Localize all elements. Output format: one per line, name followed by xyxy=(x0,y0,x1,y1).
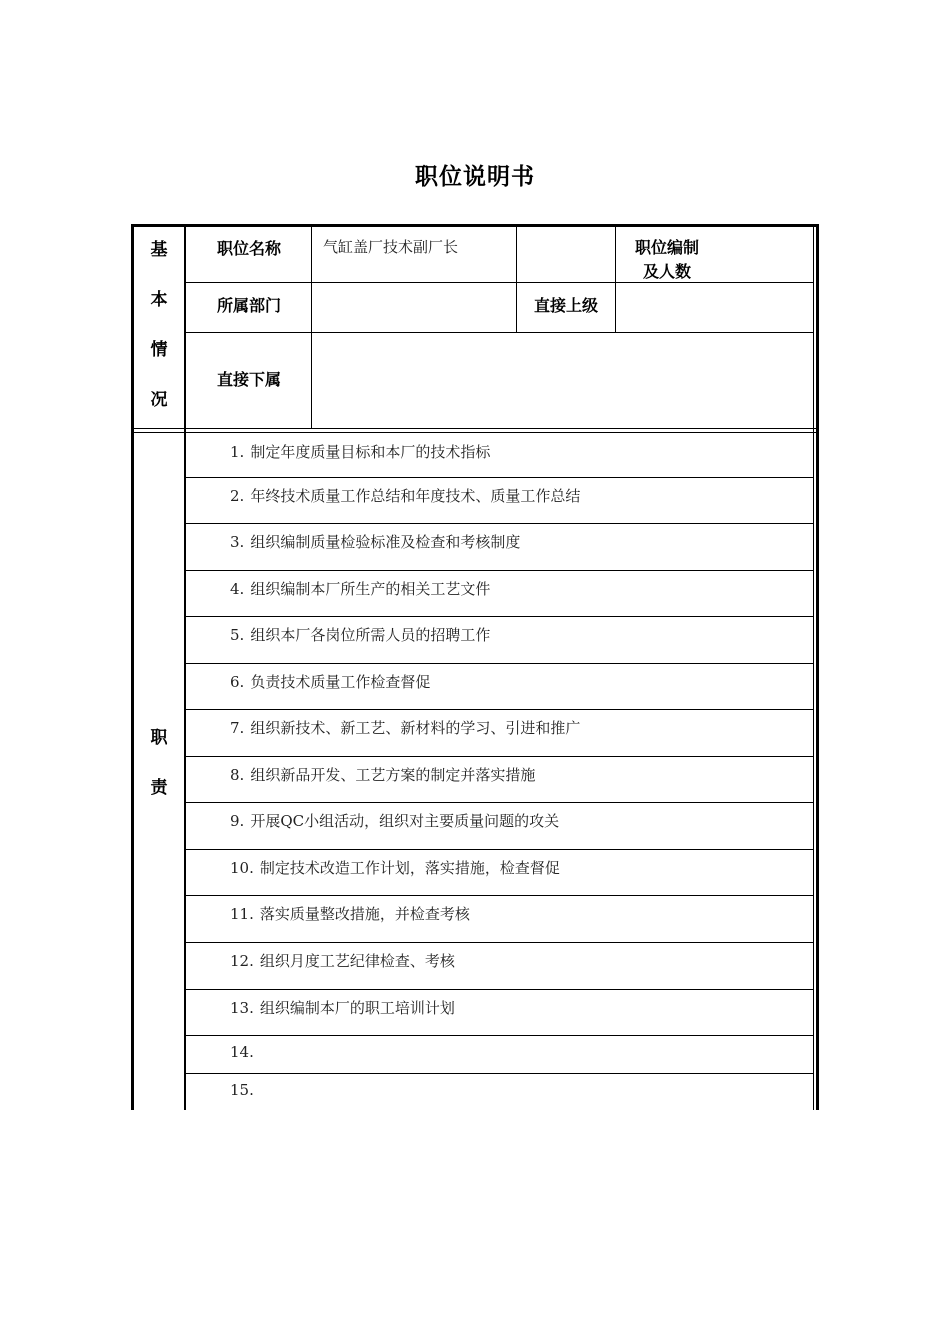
section-label-char: 职 xyxy=(150,728,168,748)
duty-number: 1. xyxy=(230,443,245,461)
duty-row-divider xyxy=(186,477,813,478)
duty-number: 12. xyxy=(230,952,254,970)
duty-number: 10. xyxy=(230,859,254,877)
position-name-value: 气缸盖厂技术副厂长 xyxy=(323,238,459,256)
duty-item xyxy=(230,441,490,462)
duty-number: 6. xyxy=(230,673,245,691)
duty-text: 组织编制本厂的职工培训计划 xyxy=(259,999,455,1017)
duty-item xyxy=(230,997,455,1018)
duty-text: 组织编制质量检验标准及检查和考核制度 xyxy=(250,533,521,551)
duty-row-divider xyxy=(186,756,813,757)
divider-section xyxy=(134,428,816,429)
duty-item xyxy=(230,578,490,599)
duty-text: 制定技术改造工作计划，落实措施，检查督促 xyxy=(259,859,560,877)
duty-row-divider xyxy=(186,709,813,710)
duty-number: 13. xyxy=(230,999,254,1017)
duty-item xyxy=(230,671,430,692)
duty-item xyxy=(230,717,580,738)
duty-row-divider xyxy=(186,663,813,664)
duty-number: 2. xyxy=(230,487,245,505)
subordinates-label: 直接下属 xyxy=(217,370,282,389)
duty-text: 组织新技术、新工艺、新材料的学习、引进和推广 xyxy=(250,719,581,737)
duty-item xyxy=(230,857,560,878)
duty-row-divider xyxy=(186,989,813,990)
duty-item xyxy=(230,903,470,924)
duty-number: 5. xyxy=(230,626,245,644)
duty-number: 14. xyxy=(230,1043,254,1061)
duty-row-divider xyxy=(186,616,813,617)
section-label-duties xyxy=(134,723,184,823)
duty-text: 负责技术质量工作检查督促 xyxy=(250,673,431,691)
duty-row-divider xyxy=(186,895,813,896)
duty-row-divider xyxy=(186,942,813,943)
headcount-label xyxy=(615,236,719,284)
page-title: 职位说明书 xyxy=(415,164,535,190)
section-label-char: 责 xyxy=(150,778,168,798)
duty-number: 7. xyxy=(230,719,245,737)
duty-text: 落实质量整改措施，并检查考核 xyxy=(259,905,470,923)
duty-text: 组织新品开发、工艺方案的制定并落实措施 xyxy=(250,766,536,784)
duty-text: 开展QC小组活动，组织对主要质量问题的攻关 xyxy=(250,812,560,830)
supervisor-label: 直接上级 xyxy=(534,296,599,315)
divider-vertical-mid xyxy=(516,227,517,332)
section-label-char: 情 xyxy=(150,340,168,360)
headcount-label-line2: 及人数 xyxy=(642,262,691,281)
duty-number: 15. xyxy=(230,1081,254,1099)
duty-text: 年终技术质量工作总结和年度技术、质量工作总结 xyxy=(250,487,581,505)
department-label: 所属部门 xyxy=(217,296,282,315)
section-label-basic xyxy=(134,235,184,435)
duty-item xyxy=(230,1043,260,1061)
duty-row-divider xyxy=(186,570,813,571)
duty-text: 组织编制本厂所生产的相关工艺文件 xyxy=(250,580,491,598)
divider-section-2 xyxy=(134,432,816,433)
duty-number: 3. xyxy=(230,533,245,551)
divider-vertical-left xyxy=(184,227,186,1110)
duty-row-divider xyxy=(186,1035,813,1036)
duty-text: 组织月度工艺纪律检查、考核 xyxy=(259,952,455,970)
headcount-label-line1: 职位编制 xyxy=(634,238,699,257)
duty-row-divider xyxy=(186,1073,813,1074)
divider-row-2 xyxy=(186,332,813,333)
position-name-label: 职位名称 xyxy=(217,239,282,258)
divider-vertical-label xyxy=(311,227,312,428)
section-label-char: 基 xyxy=(150,240,168,260)
duty-item xyxy=(230,950,455,971)
duty-item xyxy=(230,624,490,645)
section-label-char: 况 xyxy=(150,390,168,410)
duty-row-divider xyxy=(186,849,813,850)
divider-inner-right xyxy=(813,227,814,1110)
duty-number: 11. xyxy=(230,905,254,923)
duty-text: 组织本厂各岗位所需人员的招聘工作 xyxy=(250,626,491,644)
duty-item xyxy=(230,1081,260,1099)
duty-item xyxy=(230,531,520,552)
duty-item xyxy=(230,764,535,785)
duty-text: 制定年度质量目标和本厂的技术指标 xyxy=(250,443,491,461)
job-description-form xyxy=(131,224,819,1110)
duty-item xyxy=(230,485,580,506)
duty-number: 8. xyxy=(230,766,245,784)
duty-row-divider xyxy=(186,523,813,524)
section-label-char: 本 xyxy=(150,290,168,310)
duty-item xyxy=(230,810,559,831)
duty-number: 9. xyxy=(230,812,245,830)
duty-row-divider xyxy=(186,802,813,803)
duty-number: 4. xyxy=(230,580,245,598)
